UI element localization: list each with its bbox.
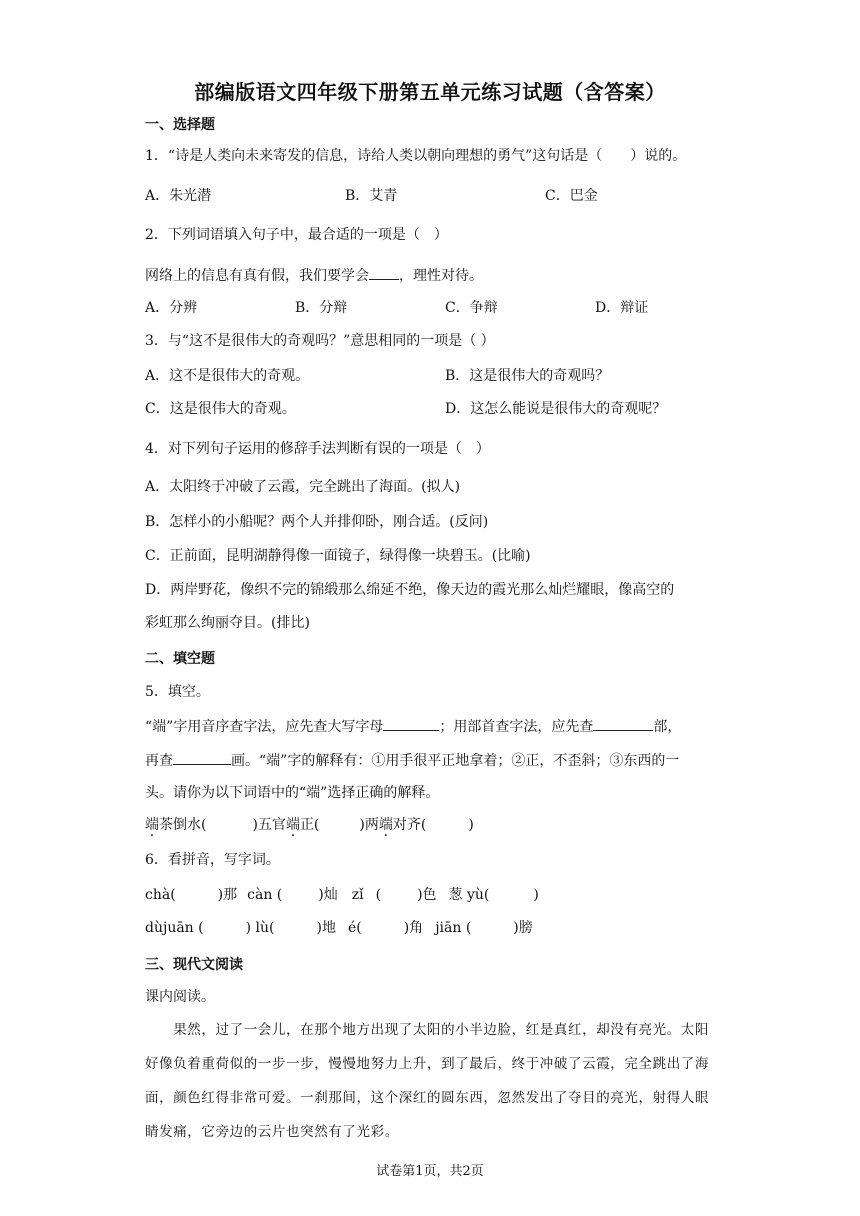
q4-option-d-line2: 彩虹那么绚丽夺目。(排比) [145,615,310,631]
q6-r2-item: )地 [316,920,336,936]
q6-r1-item: zǐ [351,887,364,903]
q6-r1-item: )灿 [318,887,338,903]
q2-option-a: A．分辨 [145,300,198,316]
page-footer: 试卷第1页，共2页 [376,1164,484,1179]
q5-line2 [145,750,679,770]
page-title: 部编版语文四年级下册第五单元练习试题（含答案） [194,80,666,104]
q5-word1-rest: 茶倒水( [159,817,207,833]
q6-r1-item: )那 [217,887,238,903]
q2-blank [369,265,399,280]
q5-word2-dotted: 端 [285,817,300,833]
section-heading-fill: 二、填空题 [145,651,215,667]
q4-option-b: B．怎样小的小船呢？两个人并排仰卧，刚合适。(反问) [145,514,489,530]
q1-option-c: C．巴金 [545,188,598,204]
q4-stem: 4．对下列句子运用的修辞手法判断有误的一项是（ ） [145,441,490,457]
q6-r1-item: )色 [417,887,437,903]
q5-word-end: ) [468,817,474,833]
q6-r1-item: ) [533,887,539,903]
q5-blank-letter [383,716,439,731]
q5-word2-pre: )五官 [252,817,286,833]
q2-option-b: B．分辩 [295,300,348,316]
q2-sentence-post: ，理性对待。 [399,268,483,284]
q6-r2-item: )角 [403,920,424,936]
q6-r1-item: càn ( [247,887,283,903]
q3-stem: 3．与“这不是很伟大的奇观吗？”意思相同的一项是（ ） [145,333,495,349]
q5-line1-part2: ；用部首查字法，应先查 [439,719,594,735]
q5-line2-part2: 画。“端”字的解释有：①用手很平正地拿着；②正，不歪斜；③东西的一 [231,753,680,769]
q3-option-d: D．这怎么能说是很伟大的奇观呢？ [445,401,667,417]
q1-option-a: A．朱光潜 [145,188,212,204]
q5-line1-part1: “端”字用音序查字法，应先查大写字母 [145,719,384,735]
q6-r1-item: chà( [145,887,176,903]
q2-option-c: C．争辩 [445,300,498,316]
q5-stem: 5．填空。 [145,684,210,700]
q2-stem: 2．下列词语填入句子中，最合适的一项是（ ） [145,227,448,243]
q6-r2-item: jiān ( [435,920,472,936]
q3-option-c: C．这是很伟大的奇观。 [145,401,296,417]
q6-row2 [145,919,533,937]
q5-word1-dotted: 端 [145,817,159,833]
reading-passage: 果然，过了一会儿，在那个地方出现了太阳的小半边脸，红是真红，却没有亮光。太阳好像负着重荷似的一步一步，慢慢地努力上升，到了最后，终于冲破了云霞，完全跳出了海面，颜色红得非常可爱。一刹那间，这个深红的圆东西，忽然发出了夺目的亮光，射得人眼睛发痛，它旁边的云片也突然有了光彩。 [145,1022,709,1140]
q6-r1-item: 葱 yù( [448,887,490,903]
q6-row1 [145,886,539,904]
q3-option-a: A．这不是很伟大的奇观。 [145,368,310,384]
q5-line3: 头。请你为以下词语中的“端”选择正确的解释。 [145,785,440,801]
q1-option-b: B．艾青 [345,188,398,204]
q6-r1-item: ( [375,887,382,903]
q4-option-c: C．正前面，昆明湖静得像一面镜子，绿得像一块碧玉。(比喻) [145,548,531,564]
q5-blank-radical [593,716,653,731]
q5-words [145,816,474,834]
reading-intro: 课内阅读。 [145,989,215,1005]
q2-sentence-pre: 网络上的信息有真有假，我们要学会 [145,268,369,284]
q6-r2-item: ) lù( [245,920,275,936]
q6-r2-item: dùjuān ( [145,920,204,936]
q6-r2-item: )膀 [513,920,533,936]
section-heading-reading: 三、现代文阅读 [145,957,243,973]
q5-blank-strokes [173,750,231,765]
q2-option-d: D．辩证 [595,300,649,316]
section-heading-choice: 一、选择题 [145,117,215,133]
q5-line1 [145,716,681,736]
q4-option-d-line1: D．两岸野花，像织不完的锦缎那么绵延不绝，像天边的霞光那么灿烂耀眼，像高空的 [145,582,675,598]
q6-r2-item: é( [347,920,362,936]
q3-option-b: B．这是很伟大的奇观吗？ [445,368,610,384]
q5-word3-dotted: 端 [378,817,393,833]
q5-line2-part1: 再查 [145,753,173,769]
q5-word3-rest: 对齐( [392,817,427,833]
q2-sentence [145,265,483,285]
q4-option-a: A．太阳终于冲破了云霞，完全跳出了海面。(拟人) [145,479,461,495]
q5-word3-pre: )两 [359,817,379,833]
q6-stem: 6．看拼音，写字词。 [145,852,280,868]
q5-word2-rest: 正( [299,817,320,833]
q5-line1-part3: 部， [653,719,682,735]
q1-stem: 1．“诗是人类向未来寄发的信息，诗给人类以朝向理想的勇气”这句话是（ ）说的。 [145,148,687,164]
